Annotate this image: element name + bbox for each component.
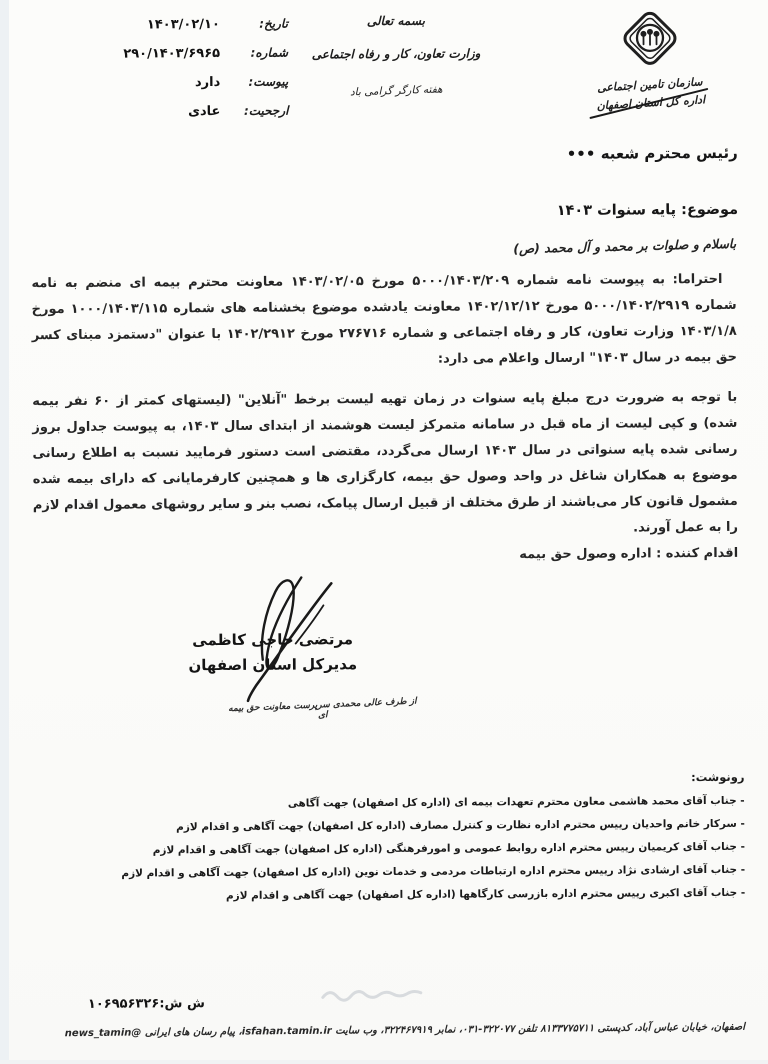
number-value: ۲۹۰/۱۴۰۳/۶۹۶۵ xyxy=(123,45,221,62)
signer-title: مدیرکل استان اصفهان xyxy=(188,655,358,675)
tracking-number: ۱۰۶۹۵۶۳۲۶ xyxy=(87,996,160,1012)
cc-item: - جناب آقای کریمیان رییس محترم اداره روابط عمومی و امورفرهنگی (اداره کل اصفهان) جهت آگاهی و اقدام لازم xyxy=(152,840,745,857)
cc-heading: رونوشت: xyxy=(691,769,745,785)
subject-line: موضوع: پایه سنوات ۱۴۰۳ xyxy=(556,201,739,219)
org-name: سازمان تامین اجتماعی xyxy=(596,75,703,95)
field-row-attachment xyxy=(83,75,288,91)
letter-body xyxy=(31,267,738,571)
date-label: تاریخ: xyxy=(259,16,288,31)
signer-name: مرتضی حاجی کاظمی xyxy=(192,630,354,650)
org-unit: اداره کل استان اصفهان xyxy=(596,93,706,113)
footer-address-line: اصفهان، خیابان عباس آباد، کدپستی ۸۱۳۳۷۷۵۷۱۱ تلفن ۳۲۲۰۷۷-۰۳۱، نمابر ۳۲۲۴۶۷۹۱۹، وب سایت isfahan.tamin.ir، پیام رسان های ایرانی @news_tamin xyxy=(64,1021,746,1040)
field-row-priority xyxy=(83,104,288,120)
body-paragraph-1: احتراما: به پیوست نامه شماره ۵۰۰۰/۱۴۰۳/۲۰۹ مورخ ۱۴۰۳/۰۲/۰۵ معاونت محترم بیمه ای منضم به نامه شماره ۵۰۰۰/۱۴۰۲/۲۹۱۹ مورخ ۱۴۰۲/۱۲/۱۲ معاونت یادشده موضوع بخشنامه های شماره ۱۰۰۰/۱۴۰۳/۱۱۵ مورخ ۱۴۰۳/۱/۸ وزارت تعاون، کار و رفاه اجتماعی و شماره ۲۷۶۷۱۶ مورخ ۱۴۰۲/۲۹۱۲ با عنوان "دستمزد مبنای کسر حق بیمه در سال ۱۴۰۳" ارسال واعلام می دارد: xyxy=(31,271,737,367)
field-row-date xyxy=(83,17,288,33)
cc-item: - جناب آقای محمد هاشمی معاون محترم تعهدات بیمه ای (اداره کل اصفهان) جهت آگاهی xyxy=(287,794,745,810)
tracking-number-line xyxy=(88,996,205,1012)
social-security-org-logo-icon xyxy=(618,6,682,70)
recipient-line: رئیس محترم شعبه ••• xyxy=(566,143,738,163)
letter-meta-fields xyxy=(83,17,289,134)
number-label: شماره: xyxy=(250,45,289,60)
cc-item: - جناب آقای ارشادی نژاد رییس محترم اداره ارتباطات مردمی و خدمات نوین (اداره کل اصفهان) جهت آگاهی و اقدام لازم xyxy=(121,863,746,880)
date-value: ۱۴۰۳/۰۲/۱۰ xyxy=(146,16,220,33)
on-behalf-note: از طرف عالی محمدی سرپرست معاونت حق بیمه ای xyxy=(228,696,417,721)
body-paragraph-2: با توجه به ضرورت درج مبلغ پایه سنوات در زمان تهیه لیست برخط "آنلاین" (لیستهای کمتر از ۶۰ نفر بیمه شده) و کپی لیست از ماه قبل در سامانه متمرکز لیست هوشمند از ابتدای سال ۱۴۰۳، به پیوست جداول بروز رسانی شده پایه سنواتی در سال ۱۴۰۳ ارسال می‌گردد، مقتضی است دستور فرمایید نسبت به اطلاع رسانی موضوع به همکاران شاغل در واحد وصول حق بیمه، کارگزاری ها و همچنین کارفرمایانی که دارای بیمه شده مشمول قانون کار می‌باشند از طرق مختلف از قبیل ارسال پیامک، نصب بنر و سایر روشهای معمول اقدام لازم را به عمل آورند. xyxy=(32,389,739,536)
attachment-value: دارد xyxy=(194,74,221,91)
attachment-label: پیوست: xyxy=(248,74,289,89)
cc-item: - جناب آقای اکبری رییس محترم اداره بازرسی کارگاهها (اداره کل اصفهان) جهت آگاهی و اقدام لازم xyxy=(225,886,746,902)
ministry-name: وزارت تعاون، کار و رفاه اجتماعی xyxy=(311,46,481,62)
letterhead-center-block xyxy=(289,13,504,97)
cc-item: - سرکار خانم واحدیان رییس محترم اداره نظارت و کنترل مصارف (اداره کل اصفهان) جهت آگاهی و اقدام لازم xyxy=(176,817,745,834)
action-taker-line: اقدام کننده : اداره وصول حق بیمه xyxy=(519,545,739,563)
signature-block xyxy=(173,630,417,741)
cc-section xyxy=(41,770,745,909)
letterhead-logo-block xyxy=(565,6,736,113)
salutation-line: باسلام و صلوات بر محمد و آل محمد (ص) xyxy=(513,235,737,257)
tracking-label: ش ش: xyxy=(159,996,205,1012)
labor-week-slogan: هفته کارگر گرامی باد xyxy=(349,83,443,99)
priority-label: ارجحیت: xyxy=(243,103,289,118)
bismillah-text: بسمه تعالی xyxy=(366,13,425,29)
priority-value: عادی xyxy=(188,103,221,120)
field-row-number xyxy=(83,46,288,62)
faint-stamp-mark xyxy=(321,983,441,1006)
